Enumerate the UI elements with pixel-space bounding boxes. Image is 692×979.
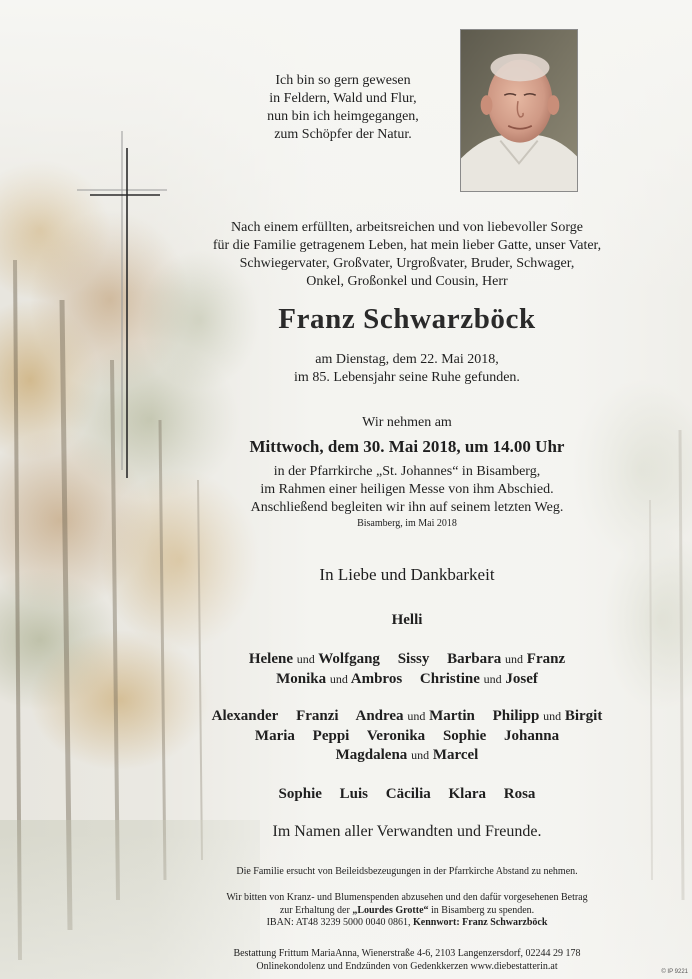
- funeral-details: [160, 463, 654, 517]
- family-name: Philipp: [492, 708, 540, 724]
- undertaker-info: [170, 948, 644, 973]
- cross-shadow-lines: [77, 131, 167, 470]
- closing-line: Im Namen aller Verwandten und Freunde.: [272, 823, 542, 840]
- donation-text: in Bisamberg zu spenden.: [428, 904, 535, 916]
- funeral-intro: Wir nehmen am: [362, 415, 452, 430]
- funeral-detail-line: Anschließend begleiten wir ihn auf seinem letzten Weg.: [250, 500, 564, 515]
- intro-line: Nach einem erfüllten, arbeitsreichen und von liebevoller Sorge: [231, 220, 583, 235]
- family-name: Josef: [505, 670, 538, 687]
- family-line: [160, 746, 654, 766]
- family-und: und: [407, 709, 426, 723]
- family-name: Barbara: [447, 651, 502, 667]
- kennwort: Kennwort: Franz Schwarzböck: [412, 917, 548, 928]
- family-und: und: [505, 652, 524, 666]
- family-name: Magdalena: [335, 747, 408, 763]
- undertaker-line: Onlinekondolenz und Endzünden von Gedenkkerzen www.diebestatterin.at: [256, 960, 558, 972]
- family-name: Luis: [339, 786, 369, 802]
- condolence-line: Die Familie ersucht von Beileidsbezeugungen in der Pfarrkirche Abstand zu nehmen.: [236, 866, 578, 877]
- family-name: Ambros: [350, 670, 403, 687]
- family-und: und: [543, 709, 562, 723]
- cross-main-lines: [90, 148, 160, 478]
- donation-text: zur Erhaltung der: [279, 904, 353, 916]
- family-grandchildren: [160, 707, 654, 766]
- family-name: Franz: [526, 651, 566, 667]
- family-name: Birgit: [564, 708, 603, 724]
- family-name: Sissy: [397, 651, 430, 667]
- bank-line: [170, 917, 644, 930]
- family-und: und: [411, 748, 430, 762]
- funeral-date: Mittwoch, dem 30. Mai 2018, um 14.00 Uhr: [249, 437, 565, 456]
- family-name: Sophie: [442, 727, 487, 744]
- donation-recipient: „Lourdes Grotte“: [352, 904, 429, 916]
- family-name: Wolfgang: [318, 651, 380, 667]
- family-name: Helene: [248, 651, 294, 667]
- donation-line: [170, 905, 644, 918]
- family-name: Peppi: [312, 727, 350, 744]
- print-code: © IP 9221: [661, 969, 688, 975]
- condolence-note: [170, 866, 644, 879]
- intro-line: Onkel, Großonkel und Cousin, Herr: [306, 274, 508, 289]
- intro-line: für die Familie getragenem Leben, hat mein lieber Gatte, unser Vater,: [212, 238, 602, 253]
- donation-note: [170, 892, 644, 930]
- family-name: Rosa: [503, 786, 536, 802]
- family-name: Maria: [254, 727, 295, 744]
- poem-line: in Feldern, Wald und Flur,: [269, 91, 417, 106]
- family-widow: Helli: [391, 612, 423, 628]
- family-name: Veronika: [366, 727, 426, 744]
- family-name: Christine: [419, 670, 480, 687]
- family-und: und: [296, 652, 315, 666]
- family-line: [170, 670, 644, 690]
- death-line: im 85. Lebensjahr seine Ruhe gefunden.: [294, 370, 520, 385]
- donation-line: Wir bitten von Kranz- und Blumenspenden abzusehen und den dafür vorgesehenen Betrag: [226, 892, 588, 903]
- family-name: Johanna: [504, 727, 560, 744]
- family-und: und: [329, 671, 348, 686]
- family-und: und: [483, 671, 502, 686]
- family-children: [170, 650, 644, 689]
- family-name: Cäcilia: [385, 786, 431, 802]
- family-name: Alexander: [211, 708, 279, 724]
- family-name: Monika: [276, 670, 327, 687]
- funeral-detail-line: im Rahmen einer heiligen Messe von ihm Abschied.: [260, 482, 554, 497]
- family-name: Andrea: [355, 708, 404, 724]
- family-great-grandchildren: [170, 785, 644, 805]
- family-line: [160, 727, 654, 747]
- deceased-name: Franz Schwarzböck: [278, 303, 536, 335]
- family-name: Klara: [448, 786, 487, 802]
- family-line: [170, 650, 644, 670]
- family-name: Sophie: [278, 786, 322, 802]
- intro-text: [170, 219, 644, 291]
- funeral-detail-line: in der Pfarrkirche „St. Johannes“ in Bisamberg,: [273, 464, 541, 479]
- poem-line: nun bin ich heimgegangen,: [267, 109, 419, 124]
- love-heading: In Liebe und Dankbarkeit: [319, 565, 495, 584]
- intro-line: Schwiegervater, Großvater, Urgroßvater, Bruder, Schwager,: [239, 256, 575, 271]
- death-line: am Dienstag, dem 22. Mai 2018,: [315, 352, 499, 367]
- poem: [208, 72, 478, 144]
- poem-line: Ich bin so gern gewesen: [275, 73, 411, 88]
- family-name: Marcel: [432, 747, 479, 763]
- undertaker-line: Bestattung Frittum MariaAnna, Wienerstraße 4-6, 2103 Langenzersdorf, 02244 29 178: [233, 948, 581, 959]
- death-notice: [230, 351, 584, 387]
- family-line: [170, 785, 644, 805]
- family-name: Franzi: [296, 708, 339, 724]
- family-line: [160, 707, 654, 727]
- family-name: Martin: [429, 708, 475, 724]
- iban: IBAN: AT48 3239 5000 0040 0861,: [266, 917, 411, 928]
- poem-line: zum Schöpfer der Natur.: [274, 127, 412, 142]
- place-date: Bisamberg, im Mai 2018: [357, 518, 457, 529]
